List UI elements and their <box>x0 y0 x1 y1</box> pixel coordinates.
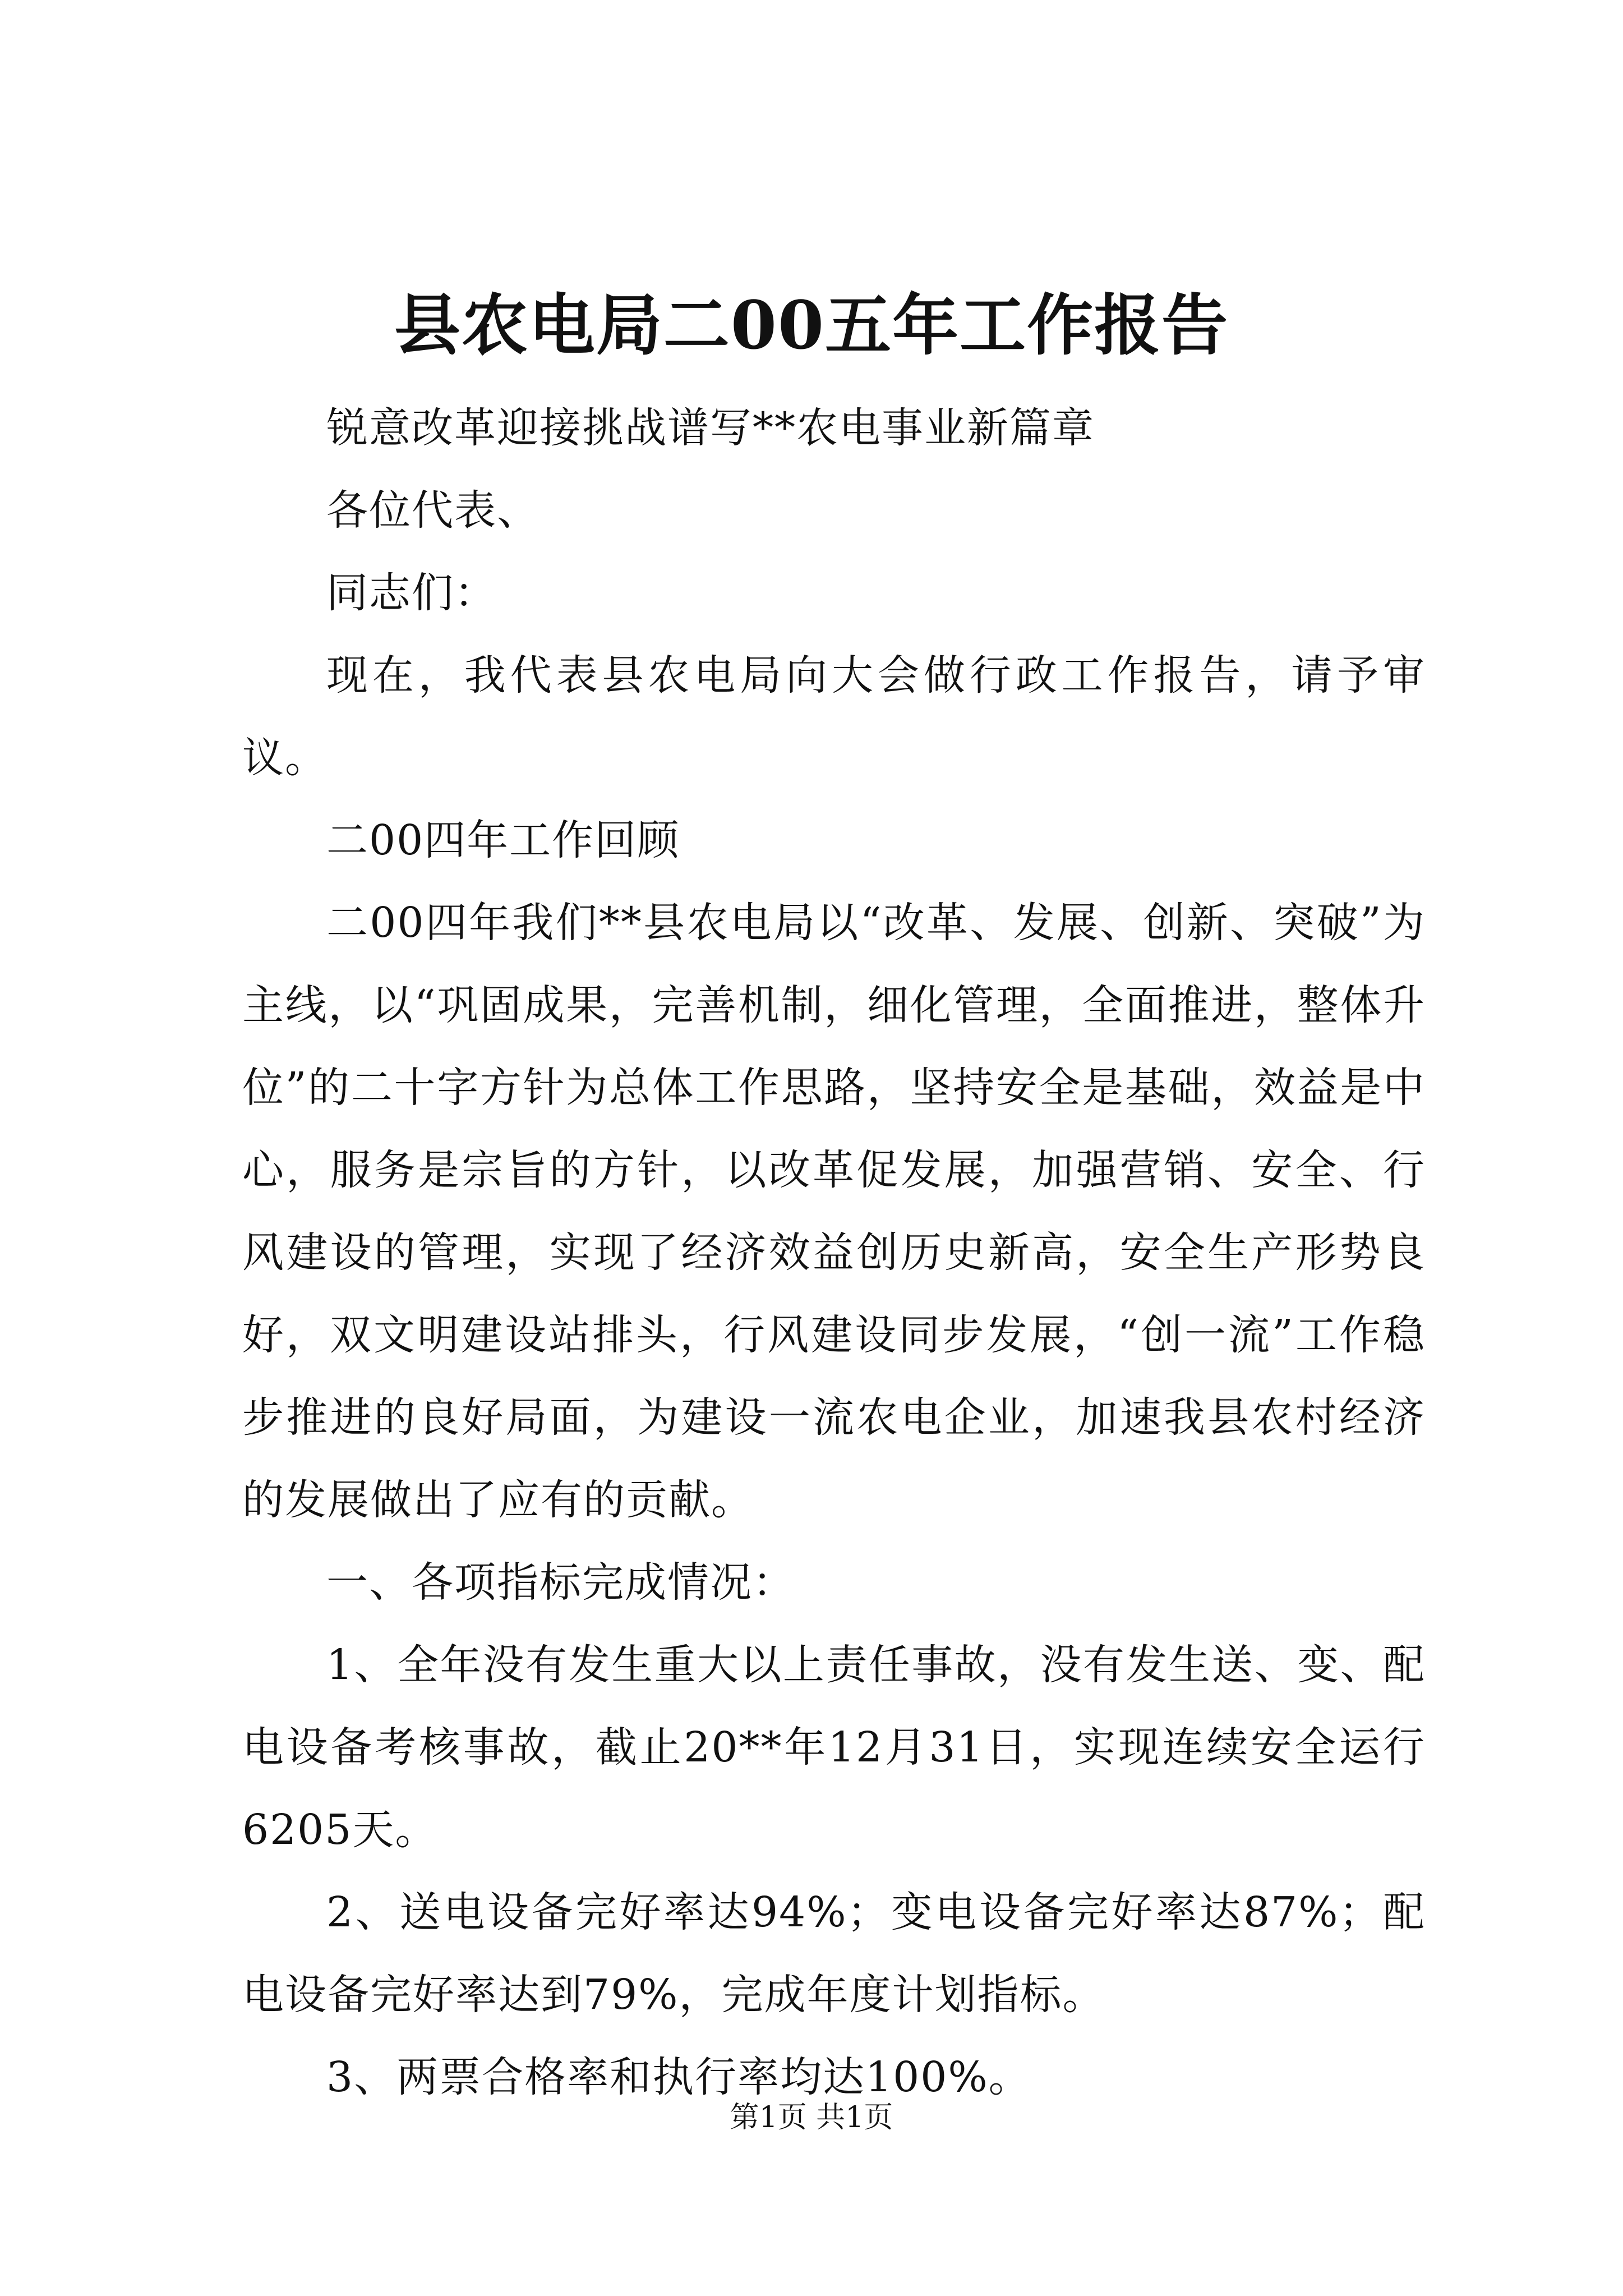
document-body <box>242 387 1426 2119</box>
paragraph-subtitle: 锐意改革迎接挑战谱写**农电事业新篇章 <box>326 404 1095 452</box>
paragraph-review: 二00四年我们**县农电局以“改革、发展、创新、突破”为主线，以“巩固成果，完善机制，细化管理，全面推进，整体升位”的二十字方针为总体工作思路，坚持安全是基础，效益是中心，服务是宗旨的方针，以改革促发展，加强营销、安全、行风建设的管理，实现了经济效益创历史新高，安全生产形势良好，双文明建设站排头，行风建设同步发展，“创一流”工作稳步推进的良好局面，为建设一流农电企业，加速我县农村经济的发展做出了应有的贡献。 <box>242 899 1426 1524</box>
page-footer: 第1页 共1页 <box>730 2101 893 2134</box>
paragraph-salutation-1: 各位代表、 <box>326 486 540 535</box>
paragraph-item-1: 1、全年没有发生重大以上责任事故，没有发生送、变、配电设备考核事故，截止20**年12月31日，实现连续安全运行6205天。 <box>242 1641 1426 1854</box>
paragraph-indicators-heading: 一、各项指标完成情况： <box>326 1558 795 1607</box>
document-title: 县农电局二00五年工作报告 <box>394 286 1229 364</box>
paragraph-section-heading: 二00四年工作回顾 <box>326 816 680 864</box>
paragraph-intro: 现在，我代表县农电局向大会做行政工作报告，请予审议。 <box>242 651 1426 782</box>
paragraph-salutation-2: 同志们： <box>326 569 497 617</box>
paragraph-item-3: 3、两票合格率和执行率均达100%。 <box>326 2053 1031 2101</box>
paragraph-item-2: 2、送电设备完好率达94%；变电设备完好率达87%；配电设备完好率达到79%，完成年度计划指标。 <box>242 1888 1426 2019</box>
